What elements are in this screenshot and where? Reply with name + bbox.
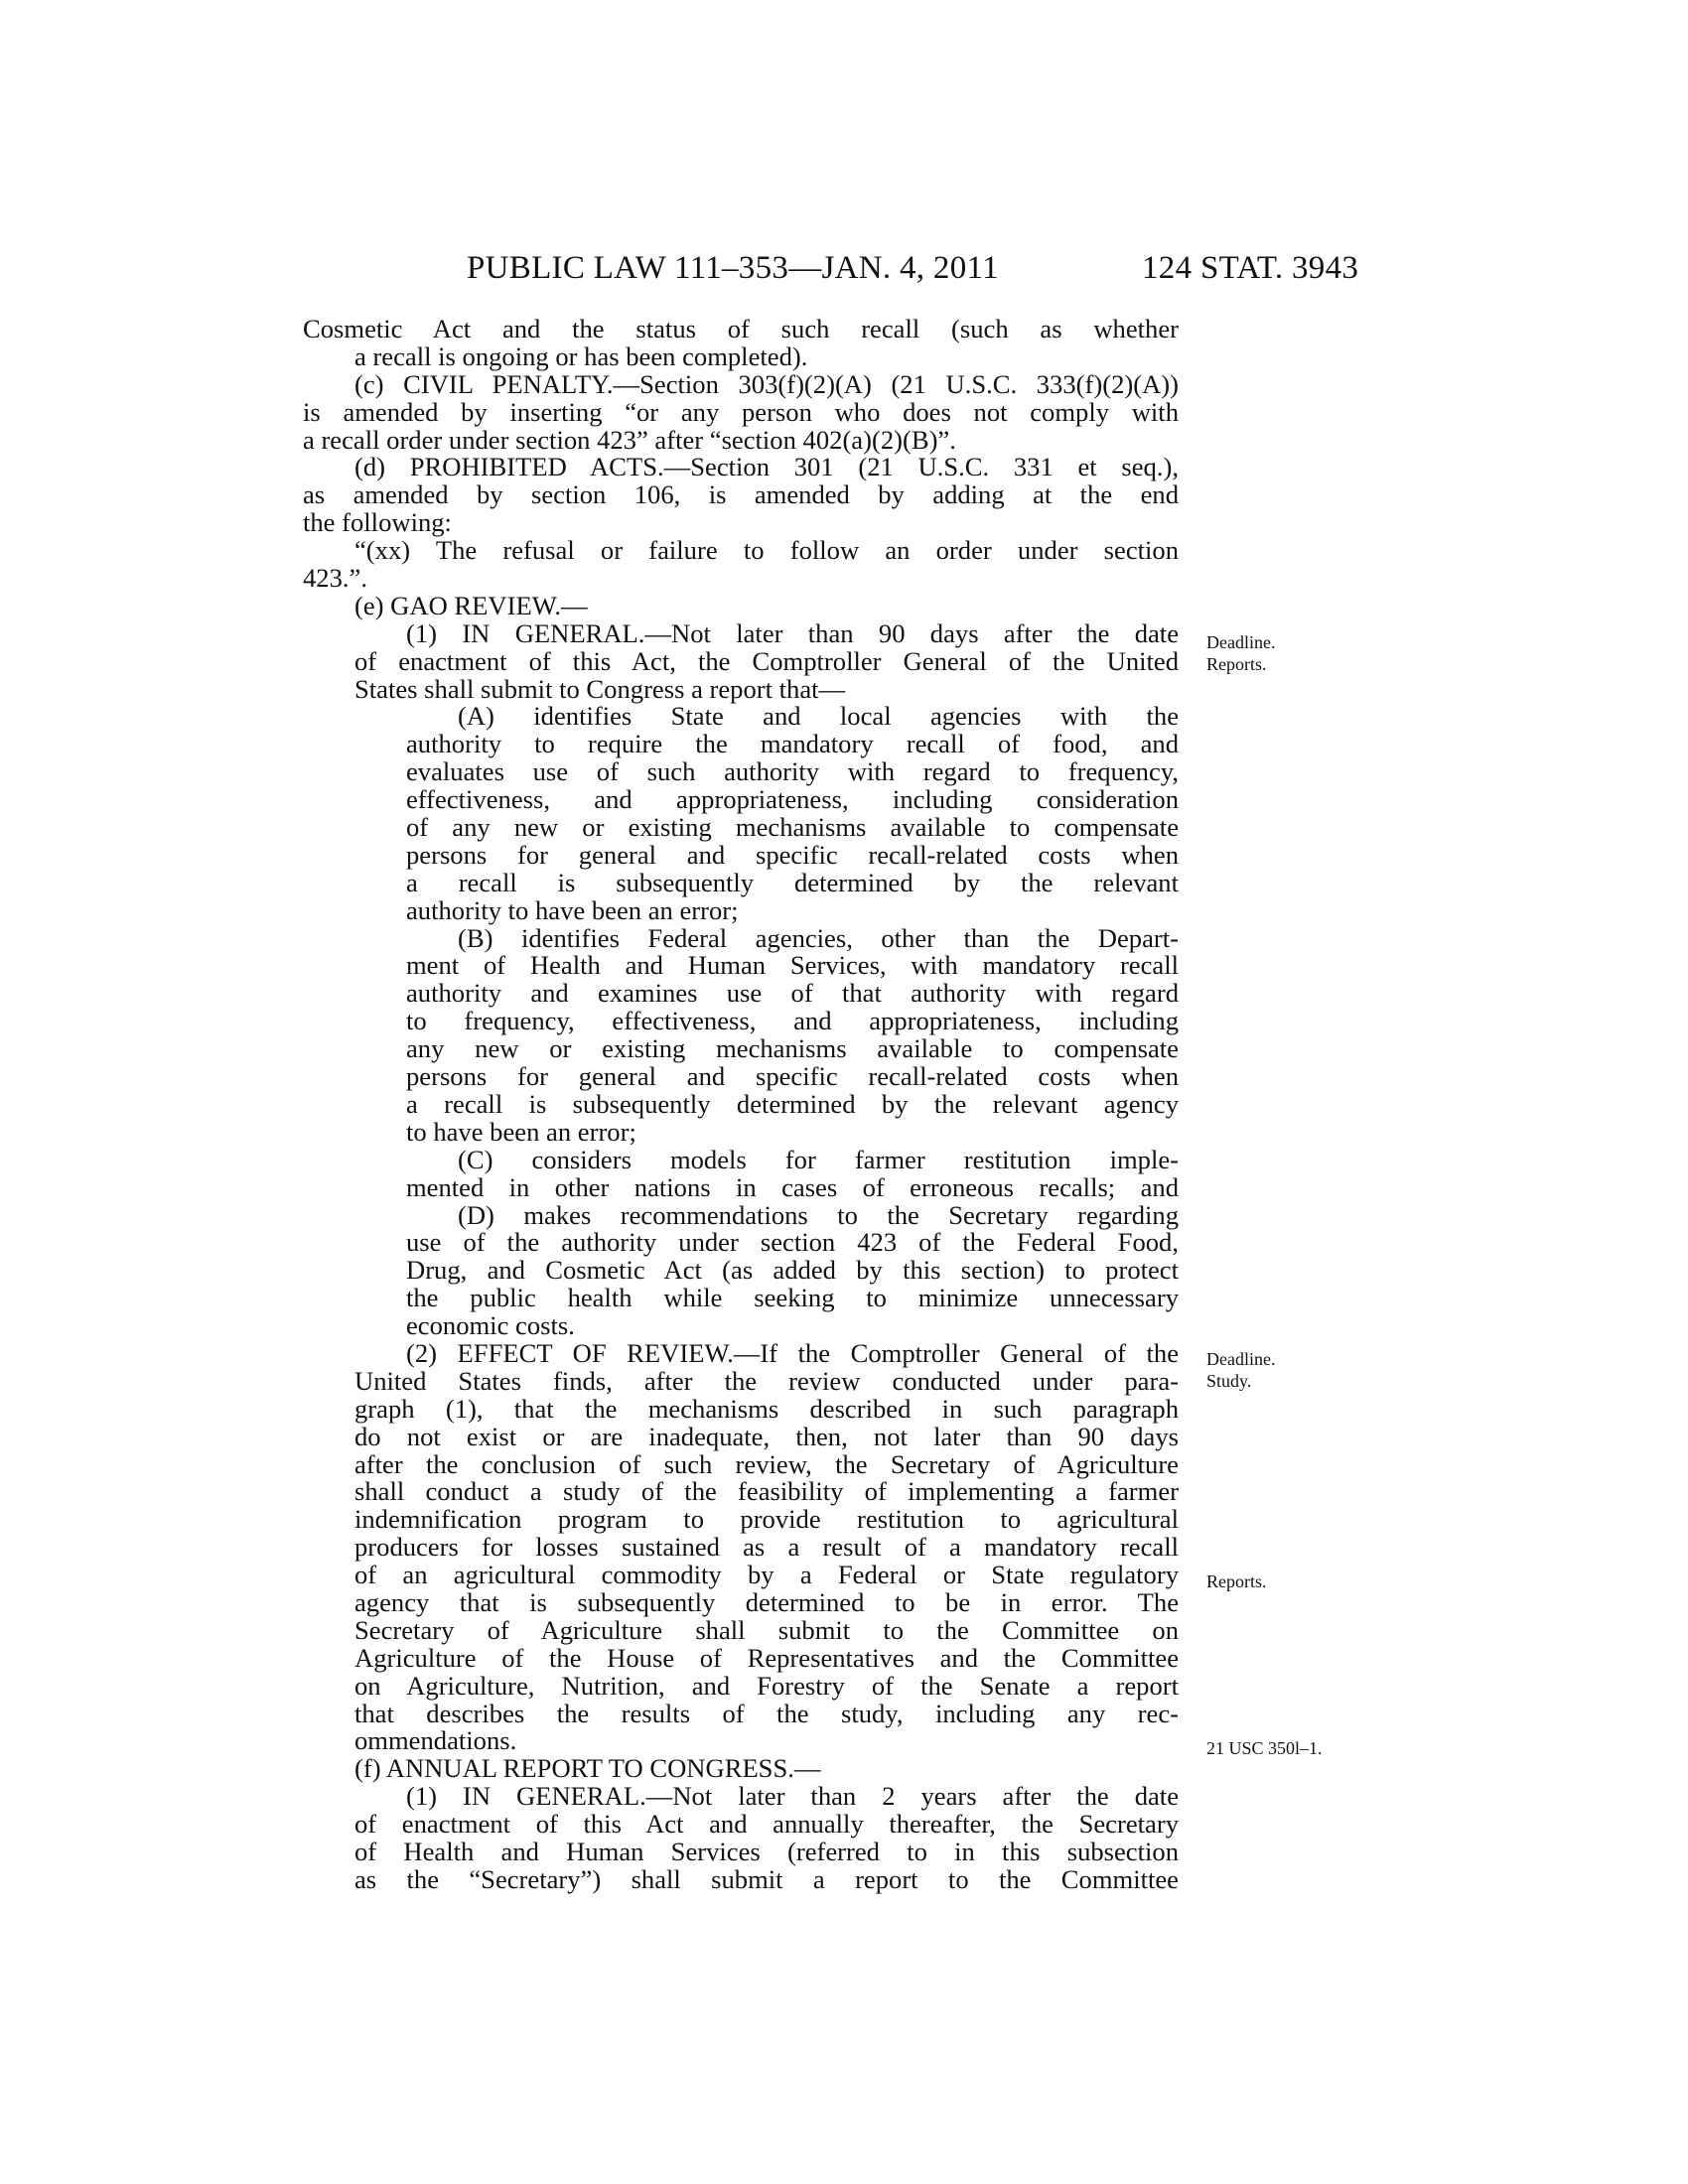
- text-line: shall conduct a study of the feasibility of implementing a farmer: [354, 1476, 1179, 1507]
- text-line: agency that is subsequently determined to be in error. The: [354, 1586, 1179, 1617]
- margin-note-deadline: Deadline.: [1206, 1349, 1276, 1369]
- text-line: Agriculture of the House of Representatives and the Committee: [354, 1642, 1179, 1673]
- text-line: economic costs.: [406, 1310, 575, 1341]
- text-line: Drug, and Cosmetic Act (as added by this section) to protect: [406, 1255, 1179, 1286]
- text-line: (d) PROHIBITED ACTS.—Section 301 (21 U.S.C. 331 et seq.),: [354, 452, 1179, 482]
- text-line: (1) IN GENERAL.—Not later than 2 years after the date: [406, 1781, 1179, 1812]
- margin-note-reports: Reports.: [1206, 654, 1267, 674]
- text-line: authority to have been an error;: [406, 894, 739, 925]
- text-line: that describes the results of the study, including any rec-: [354, 1698, 1179, 1728]
- text-line: (f) ANNUAL REPORT TO CONGRESS.—: [354, 1753, 821, 1784]
- text-line: a recall is ongoing or has been completed).: [354, 341, 808, 371]
- statute-text: [303, 316, 1179, 1894]
- text-line: indemnification program to provide restitution to agricultural: [354, 1504, 1179, 1535]
- text-line: authority and examines use of that authority with regard: [406, 978, 1179, 1009]
- page-number-stat: 124 STAT. 3943: [1142, 250, 1359, 286]
- text-line: Cosmetic Act and the status of such recall (such as whether: [303, 314, 1179, 343]
- text-line: (B) identifies Federal agencies, other than the Depart-: [458, 922, 1179, 953]
- text-line: a recall order under section 423” after “section 402(a)(2)(B)”.: [303, 424, 956, 455]
- text-line: evaluates use of such authority with regard to frequency,: [406, 756, 1179, 787]
- text-line: (A) identifies State and local agencies with the: [458, 701, 1179, 732]
- text-line: use of the authority under section 423 of the Federal Food,: [406, 1227, 1179, 1258]
- text-line: producers for losses sustained as a result of a mandatory recall: [354, 1532, 1179, 1563]
- text-line: to frequency, effectiveness, and appropriateness, including: [406, 1006, 1179, 1036]
- text-line: as amended by section 106, is amended by adding at the end: [303, 479, 1179, 510]
- text-line: authority to require the mandatory recall of food, and: [406, 729, 1179, 759]
- text-line: (1) IN GENERAL.—Not later than 90 days after the date: [406, 617, 1179, 648]
- text-line: (C) considers models for farmer restitution imple-: [458, 1144, 1179, 1174]
- text-line: the public health while seeking to minimize unnecessary: [406, 1283, 1179, 1313]
- text-line: do not exist or are inadequate, then, not later than 90 days: [354, 1421, 1179, 1451]
- text-line: persons for general and specific recall-related costs when: [406, 839, 1179, 870]
- margin-note-usc-cite: 21 USC 350l–1.: [1206, 1738, 1323, 1758]
- text-line: persons for general and specific recall-related costs when: [406, 1061, 1179, 1092]
- text-line: United States finds, after the review conducted under para-: [354, 1365, 1179, 1396]
- text-line: as the “Secretary”) shall submit a report to the Committee: [354, 1863, 1179, 1894]
- text-line: States shall submit to Congress a report that—: [354, 673, 846, 704]
- text-line: any new or existing mechanisms available to compensate: [406, 1033, 1179, 1064]
- text-line: effectiveness, and appropriateness, including consideration: [406, 784, 1179, 815]
- text-line: (2) EFFECT OF REVIEW.—If the Comptroller General of the: [406, 1337, 1179, 1368]
- text-line: of an agricultural commodity by a Federal or State regulatory: [354, 1560, 1179, 1590]
- text-line: ment of Health and Human Services, with mandatory recall: [406, 950, 1179, 981]
- margin-note-deadline: Deadline.: [1206, 632, 1276, 652]
- text-line: to have been an error;: [406, 1116, 636, 1147]
- page-header-title: PUBLIC LAW 111–353—JAN. 4, 2011: [467, 250, 999, 286]
- text-line: (D) makes recommendations to the Secretary regarding: [458, 1199, 1179, 1230]
- text-line: a recall is subsequently determined by the relevant: [406, 867, 1179, 897]
- text-line: of Health and Human Services (referred to in this subsection: [354, 1836, 1179, 1866]
- text-line: of any new or existing mechanisms available to compensate: [406, 812, 1179, 843]
- text-line: is amended by inserting “or any person who does not comply with: [303, 396, 1179, 427]
- text-line: mented in other nations in cases of erroneous recalls; and: [406, 1171, 1179, 1202]
- text-line: on Agriculture, Nutrition, and Forestry of the Senate a report: [354, 1670, 1179, 1701]
- text-line: after the conclusion of such review, the Secretary of Agriculture: [354, 1448, 1179, 1479]
- text-line: 423.”.: [303, 563, 367, 594]
- text-line: (c) CIVIL PENALTY.—Section 303(f)(2)(A) (21 U.S.C. 333(f)(2)(A)): [354, 368, 1179, 399]
- text-line: graph (1), that the mechanisms described in such paragraph: [354, 1393, 1179, 1424]
- margin-note-study: Study.: [1206, 1371, 1252, 1391]
- text-line: a recall is subsequently determined by the relevant agency: [406, 1088, 1179, 1119]
- text-line: ommendations.: [354, 1725, 517, 1756]
- text-line: of enactment of this Act and annually thereafter, the Secretary: [354, 1809, 1179, 1840]
- text-line: of enactment of this Act, the Comptroller General of the United: [354, 645, 1179, 676]
- text-line: (e) GAO REVIEW.—: [354, 590, 588, 620]
- text-line: “(xx) The refusal or failure to follow an order under section: [354, 535, 1179, 566]
- text-line: Secretary of Agriculture shall submit to the Committee on: [354, 1614, 1179, 1645]
- text-line: the following:: [303, 507, 452, 538]
- margin-note-reports: Reports.: [1206, 1571, 1267, 1591]
